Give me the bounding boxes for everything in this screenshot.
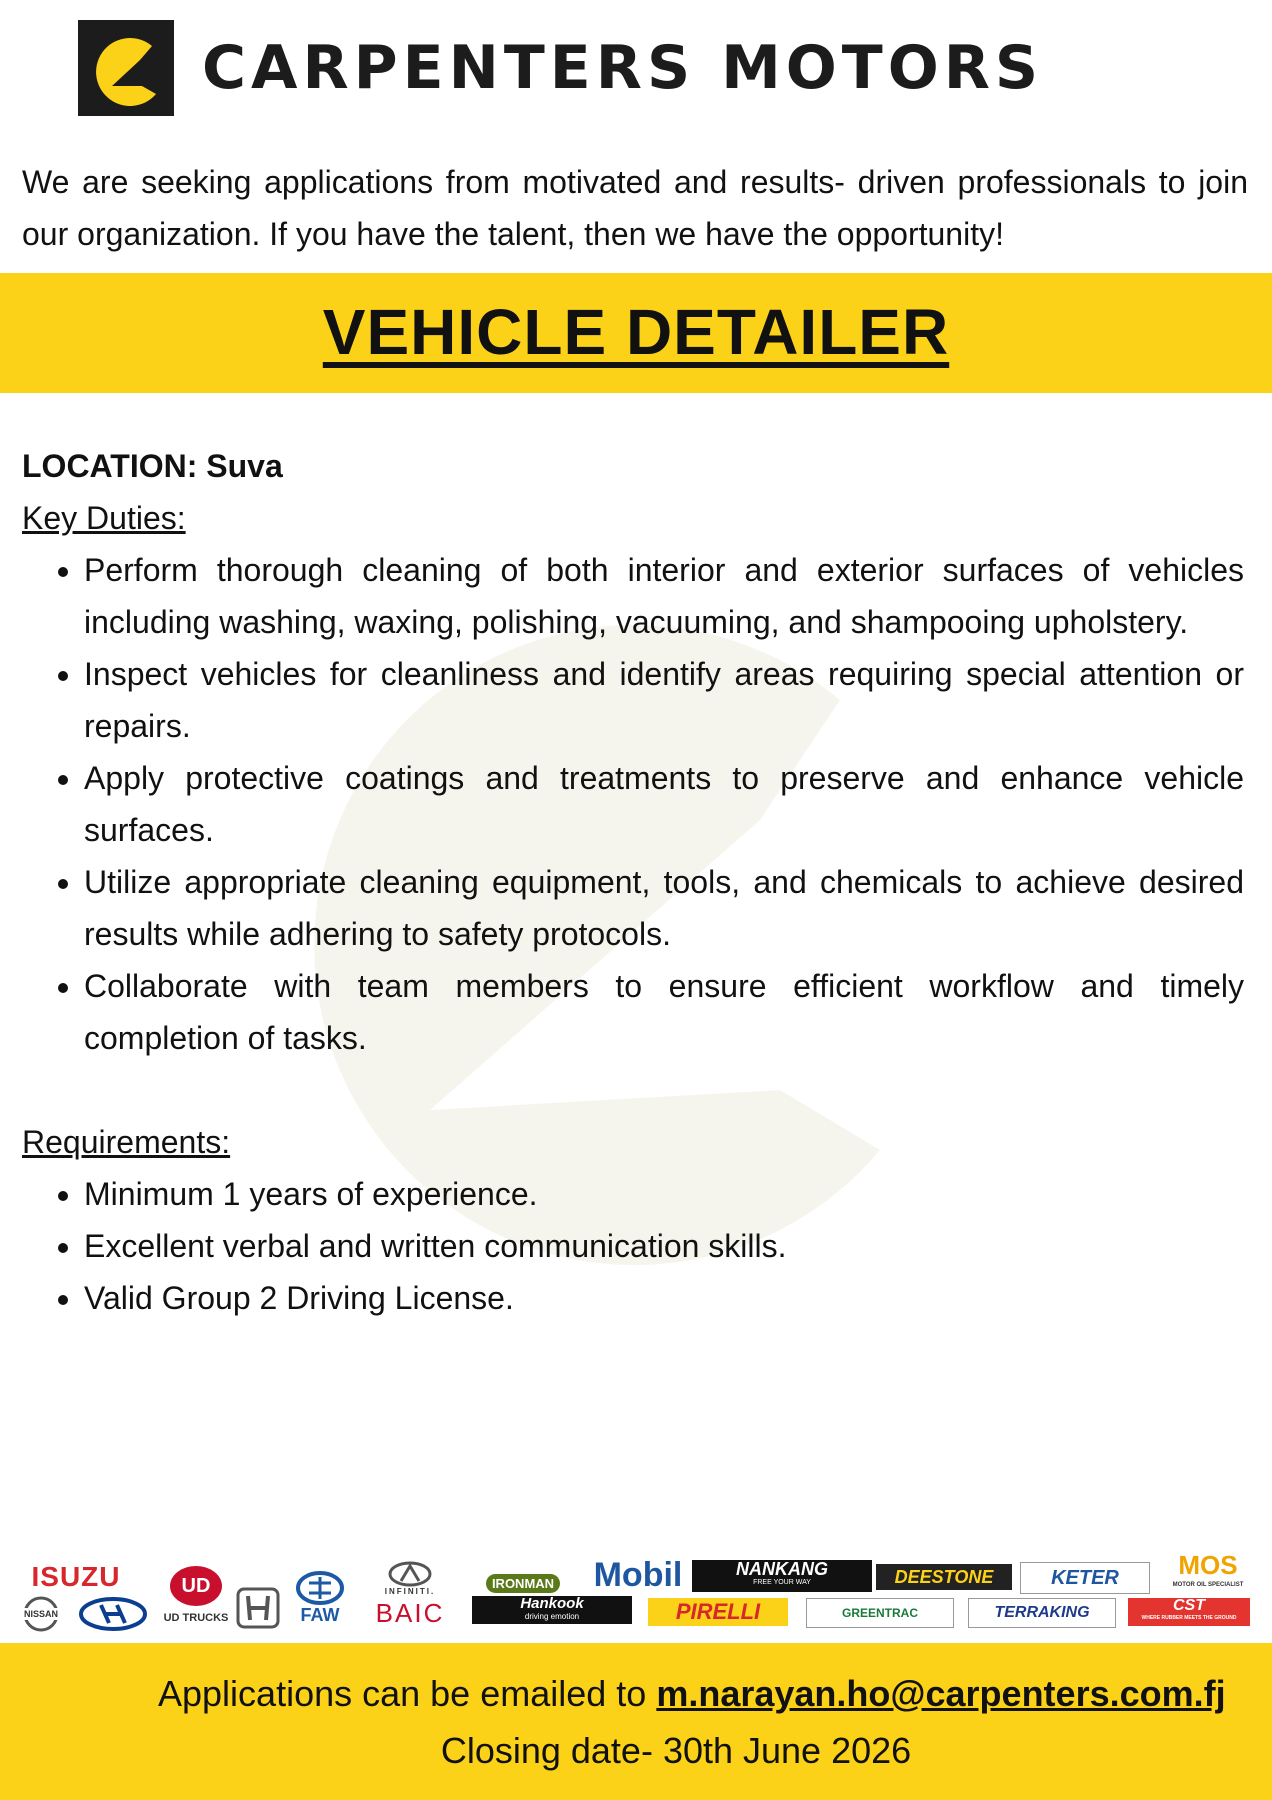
list-item: • Utilize appropriate cleaning equipment, tools, and chemicals to achieve desired results while adhering to safety protocols. <box>84 856 1244 960</box>
spacer <box>22 1064 1244 1116</box>
pirelli-logo: PIRELLI <box>648 1598 788 1626</box>
requirements-heading: Requirements: <box>22 1124 231 1160</box>
greentrac-logo: GREENTRAC <box>806 1598 954 1628</box>
list-item: • Apply protective coatings and treatments to preserve and enhance vehicle surfaces. <box>84 752 1244 856</box>
mos-tagline: MOTOR OIL SPECIALIST <box>1172 1582 1244 1588</box>
ironman-label: IRONMAN <box>486 1574 560 1593</box>
key-duties-list <box>22 544 1244 1064</box>
ud-badge: UD <box>170 1566 222 1606</box>
nankang-logo <box>692 1560 872 1592</box>
terraking-logo: TERRAKING <box>968 1598 1116 1628</box>
key-duties-heading: Key Duties: <box>22 500 186 536</box>
cst-logo <box>1128 1598 1250 1626</box>
list-item: • Inspect vehicles for cleanliness and identify areas requiring special attention or repairs. <box>84 648 1244 752</box>
list-item: • Minimum 1 years of experience. <box>84 1168 1244 1220</box>
honda-logo-icon <box>232 1584 284 1632</box>
baic-label: BAIC <box>375 1598 445 1628</box>
cst-tagline: WHERE RUBBER MEETS THE GROUND <box>1141 1615 1237 1621</box>
faw-label: FAW <box>300 1604 340 1625</box>
location-label: LOCATION: <box>22 448 198 484</box>
hankook-logo <box>472 1596 632 1624</box>
infiniti-baic-logo <box>360 1556 460 1634</box>
infiniti-label: INFINITI. <box>384 1587 436 1596</box>
title-banner <box>0 273 1272 393</box>
apply-line <box>158 1673 1226 1715</box>
nissan-label: NISSAN <box>23 1609 58 1619</box>
partner-logos <box>8 1550 1264 1634</box>
location <box>22 440 1244 492</box>
ud-trucks-logo <box>156 1556 236 1634</box>
job-title: VEHICLE DETAILER <box>322 296 950 368</box>
carpenters-c-logo-icon <box>78 20 174 116</box>
hankook-label: Hankook <box>520 1595 584 1612</box>
hyundai-logo-icon <box>78 1596 148 1632</box>
location-value: Suva <box>206 448 283 484</box>
deestone-logo: DEESTONE <box>876 1564 1012 1590</box>
closing-date: Closing date- 30th June 2026 <box>440 1730 912 1771</box>
mos-label: MOS <box>1178 1550 1238 1580</box>
email-link[interactable]: m.narayan.ho@carpenters.com.fj <box>656 1673 1226 1714</box>
apply-prefix: Applications can be emailed to <box>158 1673 647 1714</box>
nissan-logo <box>10 1594 72 1634</box>
ironman-logo <box>468 1558 578 1594</box>
requirements-list <box>22 1168 1244 1324</box>
isuzu-logo: ISUZU <box>31 1561 121 1592</box>
nankang-tagline: FREE YOUR WAY <box>753 1579 811 1586</box>
mobil-logo: Mobil <box>593 1555 683 1594</box>
list-item: • Excellent verbal and written communication skills. <box>84 1220 1244 1272</box>
job-details <box>22 440 1244 1324</box>
footer <box>0 1643 1272 1800</box>
mos-logo <box>1158 1550 1258 1594</box>
faw-logo <box>290 1562 350 1634</box>
list-item: • Collaborate with team members to ensure efficient workflow and timely completion of tasks. <box>84 960 1244 1064</box>
ud-trucks-label: UD TRUCKS <box>163 1612 229 1624</box>
list-item: • Valid Group 2 Driving License. <box>84 1272 1244 1324</box>
nankang-label: NANKANG <box>736 1559 828 1579</box>
list-item: • Perform thorough cleaning of both interior and exterior surfaces of vehicles including washing, waxing, polishing, vacuuming, and shampooing upholstery. <box>84 544 1244 648</box>
header <box>78 20 1043 116</box>
brand-name: CARPENTERS MOTORS <box>202 33 1044 103</box>
hankook-tagline: driving emotion <box>524 1612 580 1621</box>
keter-logo: KETER <box>1020 1562 1150 1594</box>
intro-text: We are seeking applications from motivated and results- driven professionals to join our organization. If you have the talent, then we have the opportunity! <box>22 164 1248 252</box>
cst-label: CST <box>1173 1597 1205 1614</box>
